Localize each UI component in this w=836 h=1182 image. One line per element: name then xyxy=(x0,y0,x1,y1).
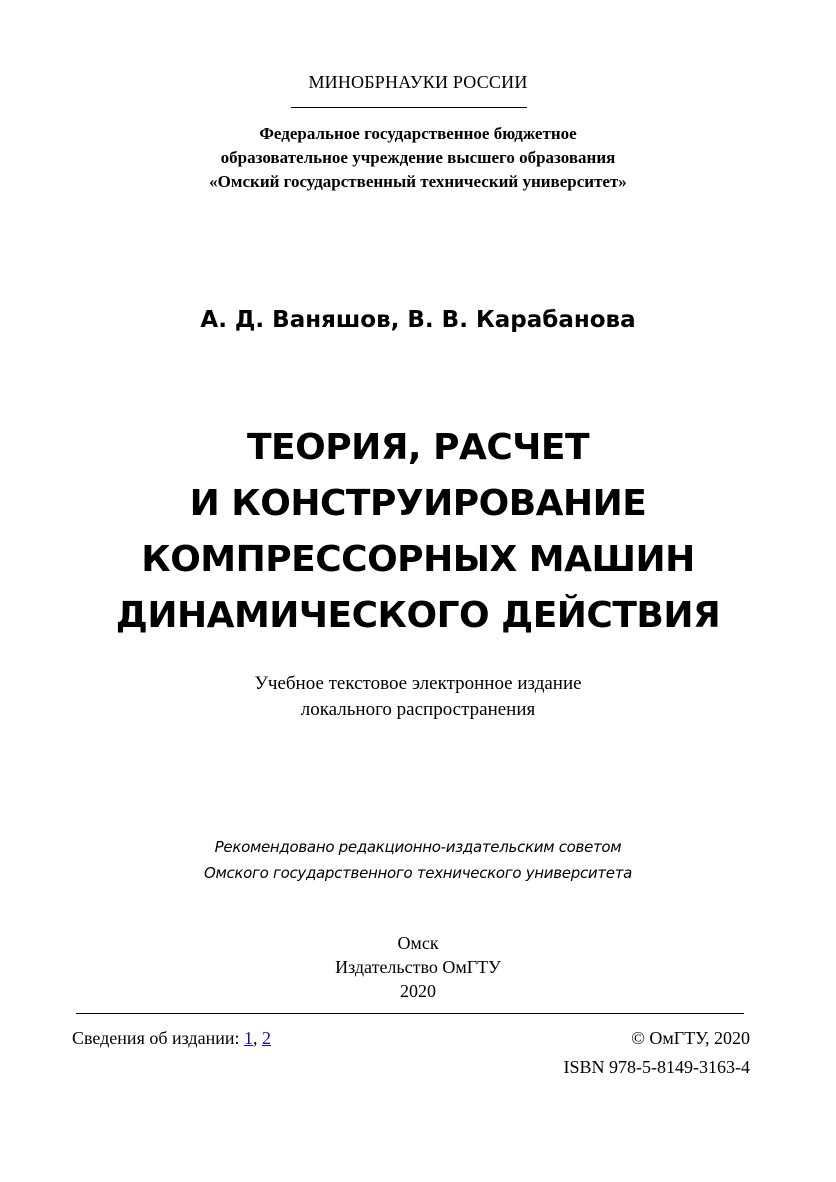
imprint xyxy=(0,931,836,1003)
institution-line: образовательное учреждение высшего образования xyxy=(220,148,616,167)
copyright-notice: © ОмГТУ, 2020 xyxy=(631,1028,750,1048)
subtitle-line: локального распространения xyxy=(300,699,536,720)
edition-link-2[interactable]: 2 xyxy=(261,1028,271,1048)
recommended-line: Рекомендовано редакционно-издательским советом xyxy=(214,838,622,856)
imprint-publisher: Издательство ОмГТУ xyxy=(335,957,501,977)
edition-info-label: Сведения об издании: xyxy=(72,1028,240,1048)
recommendation-note xyxy=(0,834,836,886)
edition-link-1[interactable]: 1 xyxy=(243,1028,253,1048)
book-title xyxy=(0,420,836,644)
recommended-line: Омского государственного технического университета xyxy=(203,864,633,882)
authors: А. Д. Ваняшов, В. В. Карабанова xyxy=(200,307,636,333)
institution-line: «Омский государственный технический университет» xyxy=(209,172,627,191)
institution-name xyxy=(0,122,836,194)
title-line: И КОНСТРУИРОВАНИЕ xyxy=(189,483,647,524)
institution-line: Федеральное государственное бюджетное xyxy=(259,124,577,143)
isbn: ISBN 978-5-8149-3163-4 xyxy=(563,1057,750,1077)
edition-type xyxy=(0,671,836,723)
footer-divider xyxy=(76,1013,744,1014)
ministry-name: МИНОБРНАУКИ РОССИИ xyxy=(308,72,528,92)
imprint-city: Омск xyxy=(397,933,439,953)
edition-info xyxy=(72,1028,271,1049)
title-line: КОМПРЕССОРНЫХ МАШИН xyxy=(141,539,695,580)
title-line: ТЕОРИЯ, РАСЧЕТ xyxy=(246,427,590,468)
ministry-underline xyxy=(291,107,527,108)
edition-link-separator: , xyxy=(252,1028,258,1048)
imprint-year: 2020 xyxy=(400,981,436,1001)
subtitle-line: Учебное текстовое электронное издание xyxy=(254,673,582,694)
title-line: ДИНАМИЧЕСКОГО ДЕЙСТВИЯ xyxy=(115,595,721,636)
